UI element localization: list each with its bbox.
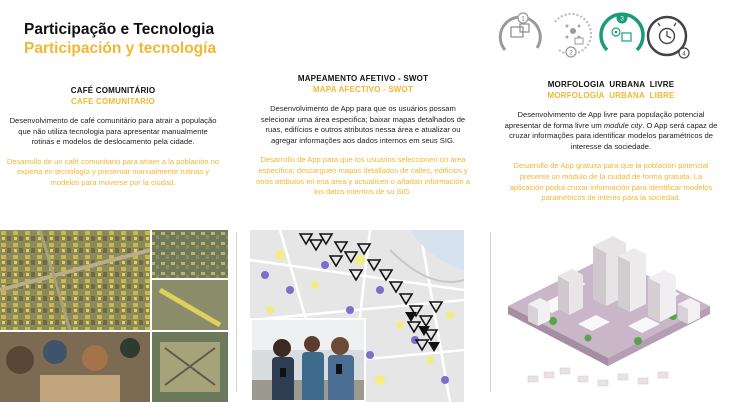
column-2-text-es: Desarrollo de App para que los usuarios seleccionen un área específica; descarguen mapas detallados de calles, edificios y otros atributos en esa área y actualicen o añadan información a los datos internos de su SIG. [255, 155, 471, 197]
step-2-number: 2 [569, 49, 573, 57]
step-4-icon [648, 17, 689, 58]
step-3-icon [601, 13, 643, 51]
page-title-es: Participación y tecnología [24, 40, 217, 57]
divider-1 [236, 232, 237, 392]
column-1-text-pt: Desenvolvimento de café comunitário para atrair a população que não utiliza tecnologia para apresentar manualmente rotinas e modelos de deslocamento pela cidade. [9, 116, 217, 147]
step-1-icon [500, 13, 540, 50]
column-3-title: MORFOLOGIA URBANA LIVRE [547, 80, 675, 89]
cafe-photo-collage [0, 230, 228, 402]
column-1-title: CAFÉ COMUNITÁRIO [70, 86, 156, 95]
column-morfologia-urbana [502, 80, 720, 204]
step-2-icon [555, 14, 591, 57]
step-3-number: 3 [620, 15, 624, 23]
page-title-pt: Participação e Tecnologia [24, 21, 215, 38]
column-cafe-comunitario [6, 86, 220, 189]
people-using-phones-photo [250, 318, 366, 402]
step-1-number: 1 [521, 15, 525, 23]
column-3-text-es: Desarrollo de App gratuita para que la población potencial presente un módulo de la ciudad de forma gratuita. La aplicación podrá cruzar información para identificar modelos paramétricos de interés para la sociedad. [509, 161, 713, 203]
urban-morphology-3d-model [498, 226, 720, 402]
column-3-text-pt-italic: module city [603, 120, 643, 130]
step-4-number: 4 [682, 50, 686, 58]
page-title-block [24, 20, 216, 58]
column-1-text-es: Desarrollo de un café comunitario para atraer a la población no experta en tecnología y presentar manualmente rutinas y modelos para moverse por la ciudad. [6, 156, 220, 187]
column-mapeamento-afetivo [252, 74, 474, 198]
process-steps [497, 10, 719, 60]
column-2-title: MAPEAMENTO AFETIVO - SWOT [297, 74, 429, 83]
column-2-text-pt: Desenvolvimento de App para que os usuários possam selecionar uma área especifica; baixar mapas detalhados de ruas, edifícios e outros atributos nessa área e atualizar ou agregar informações aos dados internos em seus SIG. [260, 104, 466, 145]
column-3-text-pt-b: . O App será capaz de cruzar informações para identificar modelos paramétricos de interesse da sociedade. [509, 120, 718, 151]
divider-2 [490, 232, 491, 392]
column-3-text-pt-a: Desenvolvimento de App livre para população potencial apresentar de forma livre um [504, 110, 705, 130]
column-2-subtitle: MAPA AFECTIVO - SWOT [312, 85, 414, 94]
column-1-subtitle: CAFE COMUNITARIO [71, 97, 155, 106]
column-3-text-pt [502, 110, 720, 152]
column-3-subtitle: MORFOLOGÍA URBANA LIBRE [547, 91, 675, 100]
